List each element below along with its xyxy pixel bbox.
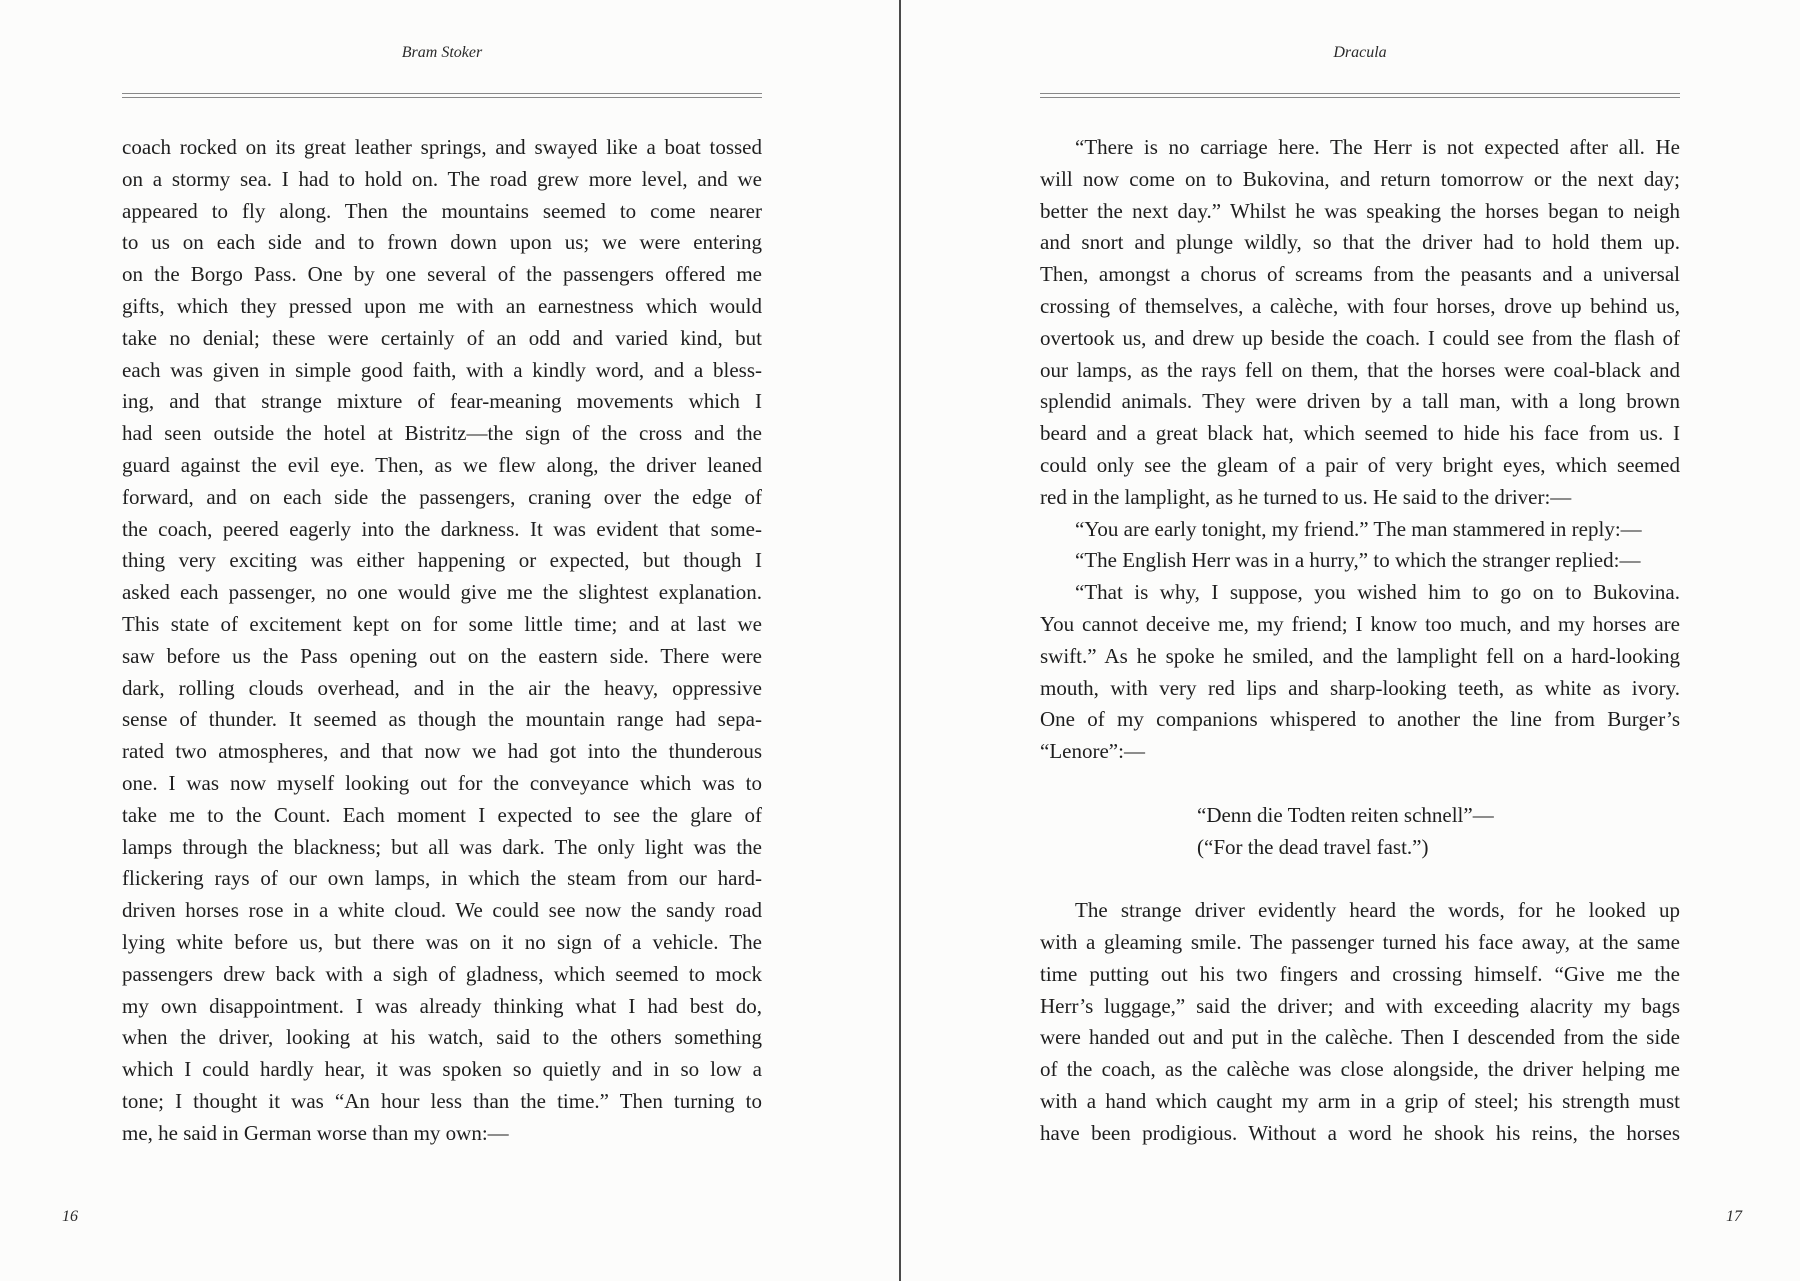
text-line: with a gleaming smile. The passenger turned his face away, at the same	[1040, 929, 1680, 954]
verse-spacer	[1040, 863, 1680, 895]
text-line: You cannot deceive me, my friend; I know too much, and my horses are	[1040, 611, 1680, 636]
text-line: with a hand which caught my arm in a grip of steel; his strength must	[1040, 1088, 1680, 1113]
text-line: on a stormy sea. I had to hold on. The road grew more level, and we	[122, 166, 762, 191]
header-rule	[122, 93, 762, 98]
text-line: could only see the gleam of a pair of very bright eyes, which seemed	[1040, 452, 1680, 477]
text-line: were handed out and put in the calèche. Then I descended from the side	[1040, 1025, 1680, 1050]
verse-line: (“For the dead travel fast.”)	[1197, 834, 1429, 859]
right-page-body	[1040, 132, 1680, 1150]
text-line: beard and a great black hat, which seemed to hide his face from us. I	[1040, 421, 1680, 446]
text-line: take no denial; these were certainly of an odd and varied kind, but	[122, 325, 762, 350]
text-line: splendid animals. They were driven by a tall man, with a long brown	[1040, 389, 1680, 414]
text-line: tone; I thought it was “An hour less than the time.” Then turning to	[122, 1088, 762, 1113]
text-line: me, he said in German worse than my own:—	[122, 1120, 509, 1145]
text-line: red in the lamplight, as he turned to us. He said to the driver:—	[1040, 484, 1572, 509]
text-line: forward, and on each side the passengers, craning over the edge of	[122, 484, 762, 509]
text-line: lamps through the blackness; but all was dark. The only light was the	[122, 834, 762, 859]
text-line: guard against the evil eye. Then, as we flew along, the driver leaned	[122, 452, 762, 477]
text-line: one. I was now myself looking out for the conveyance which was to	[122, 770, 762, 795]
text-line: have been prodigious. Without a word he shook his reins, the horses	[1040, 1120, 1680, 1145]
page-number-right: 17	[1726, 1208, 1742, 1225]
right-page	[901, 0, 1800, 1281]
text-line: dark, rolling clouds overhead, and in the air the heavy, oppressive	[122, 675, 762, 700]
text-line: “That is why, I suppose, you wished him to go on to Bukovina.	[1075, 580, 1680, 605]
running-head-title: Dracula	[1333, 44, 1387, 61]
text-line: appeared to fly along. Then the mountains seemed to come nearer	[122, 198, 762, 223]
text-line: better the next day.” Whilst he was speaking the horses began to neigh	[1040, 198, 1680, 223]
text-line: which I could hardly hear, it was spoken so quietly and in so low a	[122, 1057, 762, 1082]
page-number-left: 16	[62, 1208, 78, 1225]
text-line: Herr’s luggage,” said the driver; and with exceeding alacrity my bags	[1040, 993, 1680, 1018]
text-line: saw before us the Pass opening out on the eastern side. There were	[122, 643, 762, 668]
text-line: our lamps, as the rays fell on them, that the horses were coal-black and	[1040, 357, 1680, 382]
text-line: overtook us, and drew up beside the coach. I could see from the flash of	[1040, 325, 1680, 350]
text-line: mouth, with very red lips and sharp-looking teeth, as white as ivory.	[1040, 675, 1680, 700]
text-line: swift.” As he spoke he smiled, and the lamplight fell on a hard-looking	[1040, 643, 1680, 668]
verse-line: “Denn die Todten reiten schnell”—	[1197, 802, 1494, 827]
text-line: time putting out his two fingers and crossing himself. “Give me the	[1040, 961, 1680, 986]
text-line: coach rocked on its great leather springs, and swayed like a boat tossed	[122, 135, 762, 159]
text-line: ing, and that strange mixture of fear-meaning movements which I	[122, 389, 762, 414]
text-line: each was given in simple good faith, with a kindly word, and a bless-	[122, 357, 762, 382]
text-line: of the coach, as the calèche was close alongside, the driver helping me	[1040, 1057, 1680, 1082]
text-line: sense of thunder. It seemed as though the mountain range had sepa-	[122, 707, 762, 732]
text-line: “There is no carriage here. The Herr is not expected after all. He	[1075, 135, 1680, 159]
header-rule	[1040, 93, 1680, 98]
text-line: rated two atmospheres, and that now we had got into the thunderous	[122, 739, 762, 764]
text-line: will now come on to Bukovina, and return tomorrow or the next day;	[1040, 166, 1680, 191]
text-line: The strange driver evidently heard the words, for he looked up	[1075, 898, 1680, 923]
text-line: crossing of themselves, a calèche, with four horses, drove up behind us,	[1040, 293, 1680, 318]
text-line: on the Borgo Pass. One by one several of the passengers offered me	[122, 262, 762, 287]
left-page	[0, 0, 899, 1281]
text-line: lying white before us, but there was on it no sign of a vehicle. The	[122, 929, 762, 954]
text-line: my own disappointment. I was already thinking what I had best do,	[122, 993, 762, 1018]
text-line: Then, amongst a chorus of screams from the peasants and a universal	[1040, 262, 1680, 287]
text-line: flickering rays of our own lamps, in which the steam from our hard-	[122, 866, 762, 891]
verse-spacer	[1040, 768, 1680, 800]
text-line: asked each passenger, no one would give me the slightest explanation.	[122, 580, 762, 605]
text-line: driven horses rose in a white cloud. We could see now the sandy road	[122, 898, 762, 923]
text-line: This state of excitement kept on for some little time; and at last we	[122, 611, 762, 636]
text-line: to us on each side and to frown down upon us; we were entering	[122, 230, 762, 255]
text-line: gifts, which they pressed upon me with an earnestness which would	[122, 293, 762, 318]
text-line: thing very exciting was either happening or expected, but though I	[122, 548, 762, 573]
text-line: take me to the Count. Each moment I expected to see the glare of	[122, 802, 762, 827]
text-line: when the driver, looking at his watch, said to the others something	[122, 1025, 762, 1050]
running-head-author: Bram Stoker	[401, 44, 483, 61]
dialogue-line: “You are early tonight, my friend.” The man stammered in reply:—	[1075, 516, 1642, 541]
text-line: One of my companions whispered to another the line from Burger’s	[1040, 707, 1680, 732]
dialogue-line: “The English Herr was in a hurry,” to which the stranger replied:—	[1075, 548, 1641, 573]
text-line: the coach, peered eagerly into the darkness. It was evident that some-	[122, 516, 762, 541]
text-line: had seen outside the hotel at Bistritz—the sign of the cross and the	[122, 421, 762, 446]
left-page-body	[122, 132, 762, 1150]
text-line: “Lenore”:—	[1040, 739, 1145, 764]
text-line: and snort and plunge wildly, so that the driver had to hold them up.	[1040, 230, 1680, 255]
text-line: passengers drew back with a sigh of gladness, which seemed to mock	[122, 961, 762, 986]
